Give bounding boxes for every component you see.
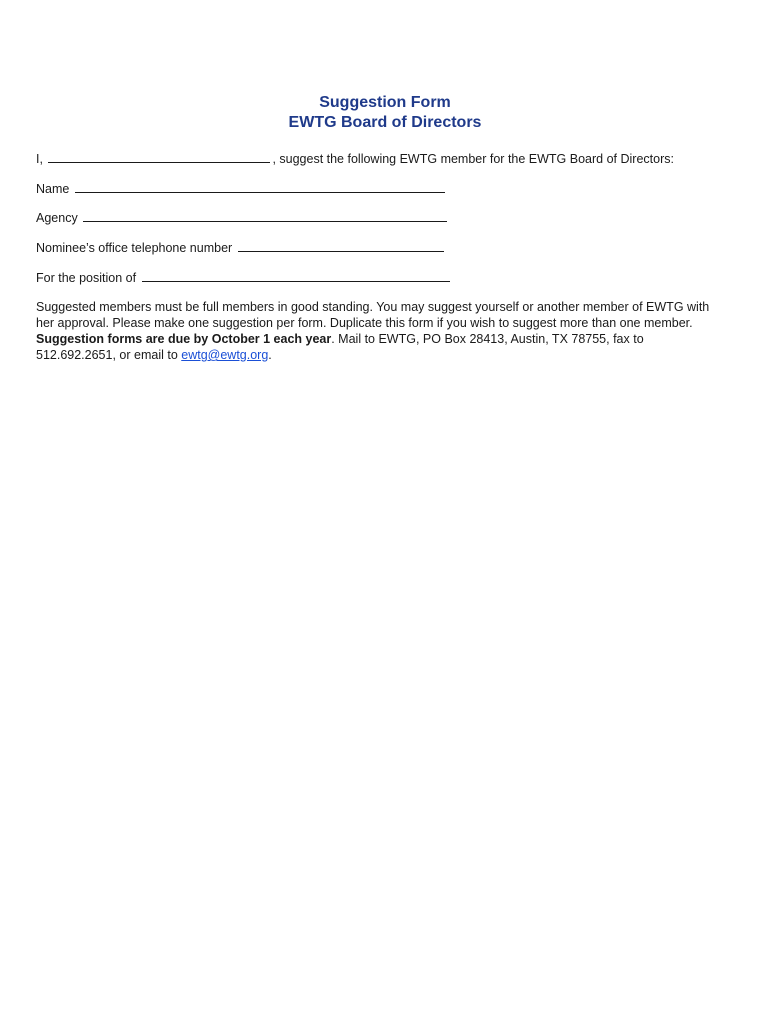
title-block <box>0 93 770 133</box>
phone-blank[interactable] <box>238 240 444 252</box>
intro-suffix: , suggest the following EWTG member for the EWTG Board of Directors: <box>272 152 674 166</box>
name-line <box>36 181 447 197</box>
intro-prefix: I, <box>36 152 43 166</box>
phone-line <box>36 240 446 256</box>
instructions-paragraph <box>36 299 726 363</box>
intro-line <box>36 151 674 167</box>
position-blank[interactable] <box>142 270 450 282</box>
name-label: Name <box>36 182 70 196</box>
form-subtitle: EWTG Board of Directors <box>288 114 482 131</box>
end-punctuation: . <box>268 348 272 362</box>
email-link[interactable]: ewtg@ewtg.org <box>181 348 269 362</box>
phone-label: Nominee’s office telephone number <box>36 241 233 255</box>
due-date-text: Suggestion forms are due by October 1 each year <box>36 332 332 346</box>
mail-text: . Mail to EWTG, PO Box 28413, Austin, TX 78755, fax to 512.692.2651, or email to <box>36 332 644 362</box>
form-title: Suggestion Form <box>319 94 451 111</box>
instructions-text: Suggested members must be full members in good standing. You may suggest yourself or another member of EWTG with her approval. Please make one suggestion per form. Duplicate this form if you wish to suggest more than one member. <box>36 300 710 330</box>
position-label: For the position of <box>36 271 137 285</box>
agency-blank[interactable] <box>83 210 447 222</box>
agency-line <box>36 210 449 226</box>
agency-label: Agency <box>36 211 78 225</box>
suggester-name-blank[interactable] <box>48 151 270 163</box>
name-blank[interactable] <box>75 181 445 193</box>
position-line <box>36 270 452 286</box>
